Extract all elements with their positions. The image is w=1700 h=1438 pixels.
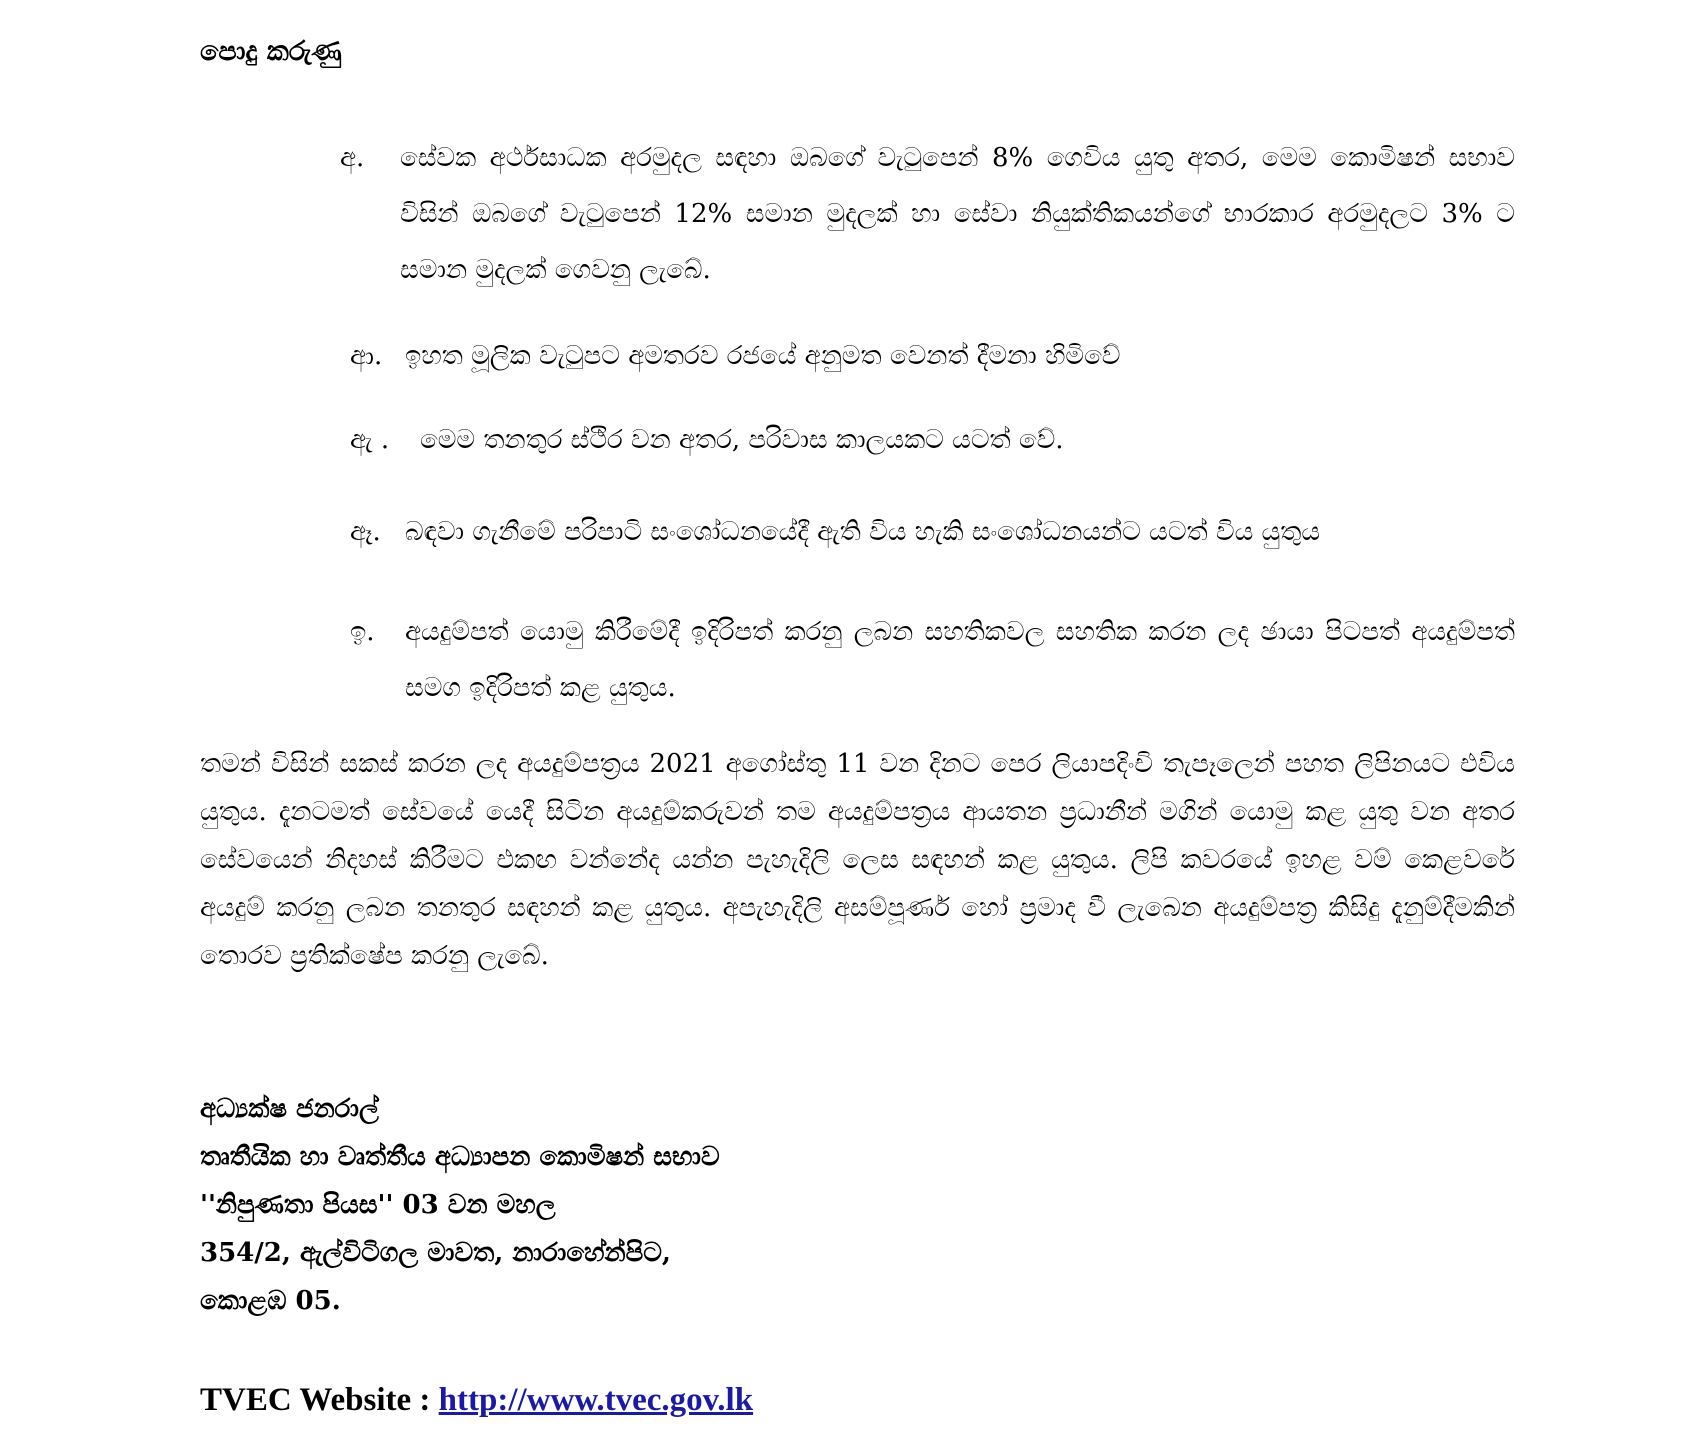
- list-item-text: අයදුම්පත් යොමු කිරීමේදී ඉදිරිපත් කරනු ලබන සහතිකවල සහතික කරන ලද ඡායා පිටපත් අයදුම්පත් සමග ඉදිරිපත් කළ යුතුය.: [405, 617, 1515, 703]
- list-item-marker: ආ.: [350, 341, 383, 371]
- address-line: 354/2, ඇල්විටිගල මාවත, නාරාහේන්පිට,: [200, 1238, 671, 1268]
- list-item-aae: [350, 504, 1515, 560]
- list-item-marker: ඇ .: [350, 425, 390, 455]
- list-item-text: ඉහත මූලික වැටුපට අමතරව රජයේ අනුමත වෙනත් දීමනා හිමිවේ: [405, 341, 1121, 371]
- list-item-aa: [350, 328, 1515, 384]
- list-item-text: බඳවා ගැනීමේ පරිපාටි සංශෝධනයේදී ඇති විය හැකි සංශෝධනයන්ට යටත් විය යුතුය: [405, 517, 1321, 547]
- list-item-text: මෙම තනතුර ස්ථිර වන අතර, පරිවාස කාලයකට යටත් වේ.: [420, 425, 1064, 455]
- list-item-marker: ඉ.: [350, 617, 375, 647]
- list-item-text: සේවක අර්ථසාධක අරමුදල සඳහා ඔබගේ වැටුපෙන් 8% ගෙවිය යුතු අතර, මෙම කොමිෂන් සභාව විසින් ඔබගේ වැටුපෙන් 12% සමාන මුදලක් හා සේවා නියුක්තිකයන්ගේ භාරකාර අරමුදලට 3% ට සමාන මුදලක් ගෙවනු ලැබේ.: [400, 143, 1515, 285]
- list-item-a: [340, 130, 1515, 298]
- postal-address: [200, 1085, 720, 1325]
- list-item-marker: ඈ.: [350, 517, 381, 547]
- address-line: ''නිපුණතා පියස'' 03 වන මහල: [200, 1190, 556, 1220]
- website-footer: [200, 1382, 753, 1419]
- address-line: තෘතීයික හා වෘත්තීය අධ්‍යාපන කොමිෂන් සභාව: [200, 1142, 720, 1172]
- list-item-marker: අ.: [340, 143, 365, 173]
- address-line: අධ්‍යක්ෂ ජනරාල්: [200, 1094, 379, 1124]
- website-label: TVEC Website :: [200, 1382, 431, 1418]
- list-item-i: [350, 604, 1515, 716]
- website-link[interactable]: http://www.tvec.gov.lk: [438, 1382, 754, 1418]
- address-line: කොළඹ 05.: [200, 1286, 341, 1316]
- section-title: පොදු කරුණු: [200, 36, 342, 67]
- application-instructions-paragraph: තමන් විසින් සකස් කරන ලද අයදුම්පත්‍රය 2021 අගෝස්තු 11 වන දිනට පෙර ලියාපදිංචි තැපෑලෙන් පහත ලිපිනයට එවිය යුතුය. දැනටමත් සේවයේ යෙදී සිටින අයදුම්කරුවන් තම අයදුම්පත්‍රය ආයතන ප්‍රධානීන් මගින් යොමු කළ යුතු වන අතර සේවයෙන් නිදහස් කිරීමට එකඟ වන්නේද යන්න පැහැදිලි ලෙස සඳහන් කළ යුතුය. ලිපි කවරයේ ඉහළ වම් කෙළවරේ අයදුම් කරනු ලබන තනතුර සඳහන් කළ යුතුය. අපැහැදිලි අසම්පූර්ණ හෝ ප්‍රමාද වී ලැබෙන අයදුම්පත්‍ර කිසිදු දැනුම්දීමකින් තොරව ප්‍රතික්ෂේප කරනු ලැබේ.: [200, 749, 1515, 971]
- list-item-ae: [350, 412, 1515, 468]
